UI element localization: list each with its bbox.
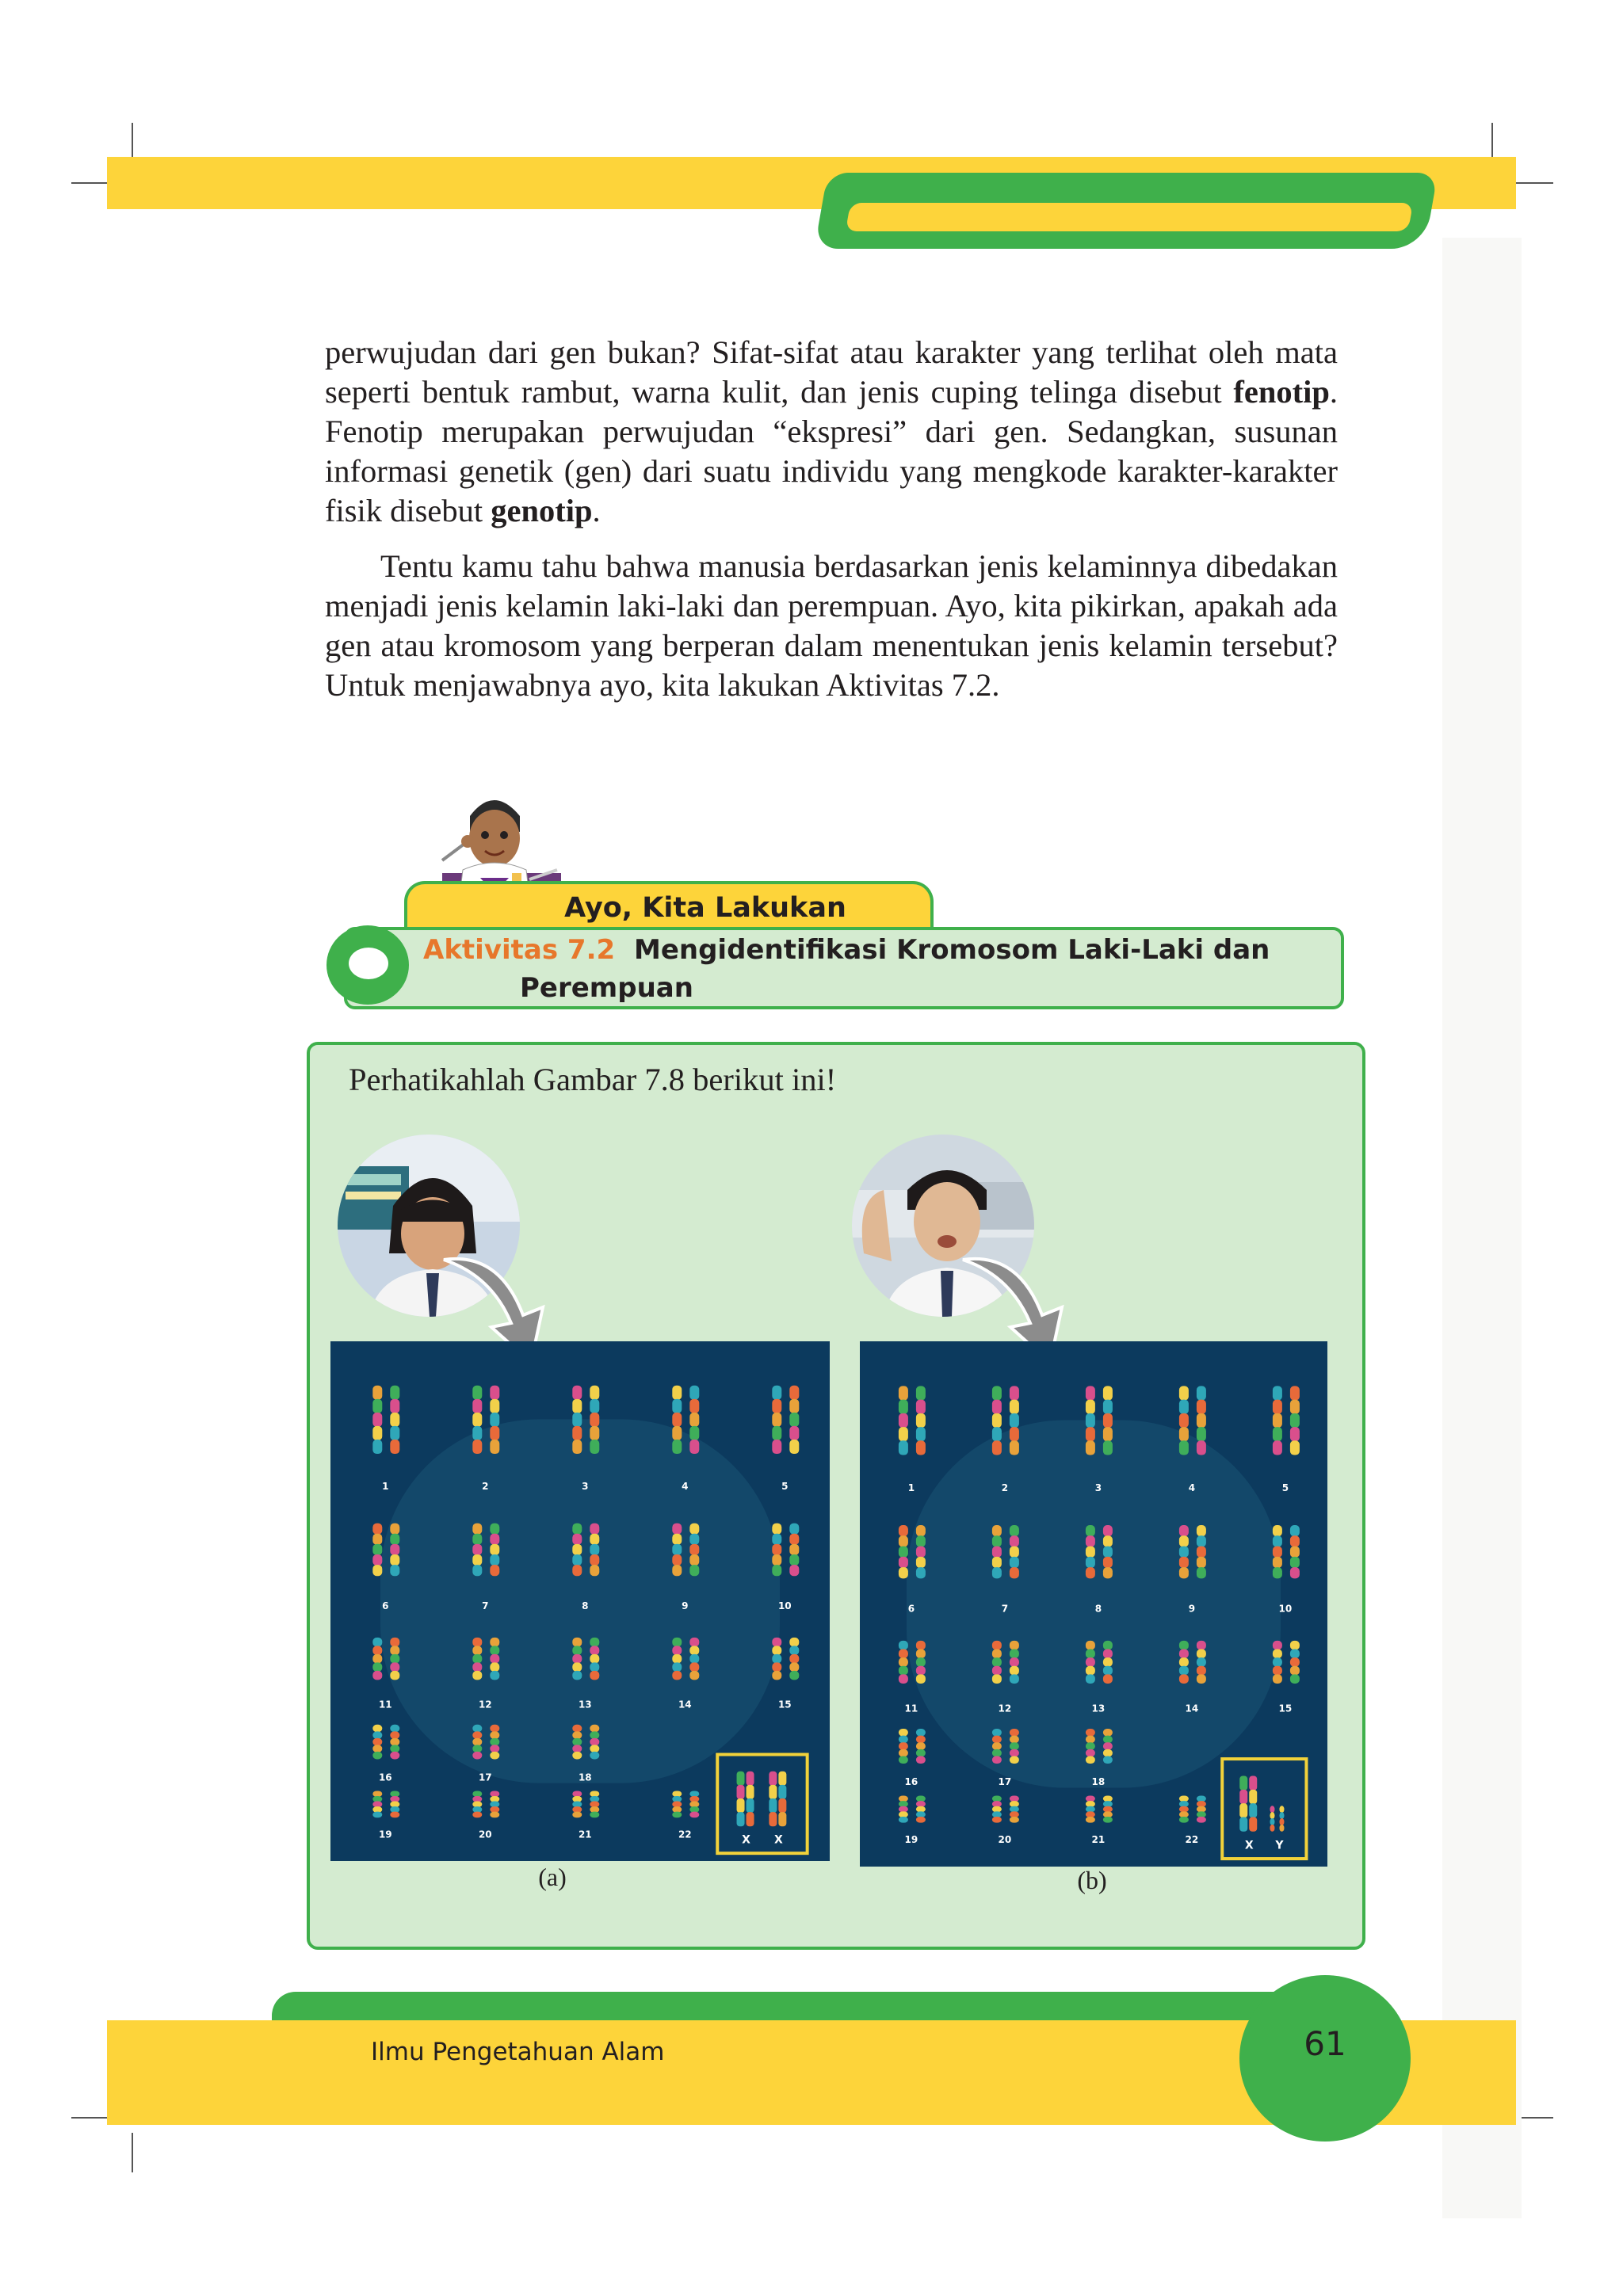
chromosome-2 xyxy=(490,1386,499,1454)
karyotype-male xyxy=(860,1341,1327,1867)
chromosome-22 xyxy=(689,1791,699,1817)
chromosome-14 xyxy=(1179,1641,1189,1684)
chromosome-number: 3 xyxy=(582,1480,589,1492)
chromosome-number: 15 xyxy=(1278,1703,1293,1714)
chromosome-8 xyxy=(572,1524,582,1577)
chromosome-19 xyxy=(390,1791,399,1817)
chromosome-number: 13 xyxy=(1091,1703,1106,1714)
chromosome-14 xyxy=(672,1638,682,1680)
chromosome-17 xyxy=(472,1725,482,1760)
chromosome-19 xyxy=(916,1795,926,1822)
chromosome-11 xyxy=(916,1641,926,1684)
karyotype-chart xyxy=(330,1341,830,1861)
chromosome-14 xyxy=(1197,1641,1206,1684)
chromosome-9 xyxy=(672,1524,682,1577)
chromosome-number: 6 xyxy=(382,1600,389,1611)
chromosome-number: 15 xyxy=(777,1699,792,1711)
chromosome-18 xyxy=(1086,1729,1095,1764)
chromosome-10 xyxy=(789,1524,799,1577)
chromosome-15 xyxy=(789,1638,799,1680)
chromosome-20 xyxy=(490,1791,499,1817)
chromosome-3 xyxy=(572,1386,582,1454)
chromosome-7 xyxy=(1010,1525,1019,1578)
chromosome-number: 5 xyxy=(1281,1482,1289,1493)
chromosome-number: 4 xyxy=(1188,1482,1196,1493)
chromosome-17 xyxy=(992,1729,1002,1764)
chromosome-15 xyxy=(1290,1641,1300,1684)
paragraph-2: Tentu kamu tahu bahwa manusia berdasarkan jenis kelaminnya dibedakan menjadi jenis kelamin laki-laki dan perempuan. Ayo, kita pikirkan, apakah ada gen atau kromosom yang berperan dalam menentukan jenis kelamin tersebut? Untuk menjawabnya ayo, kita lakukan Aktivitas 7.2. xyxy=(325,548,1338,703)
chromosome-number: 14 xyxy=(1185,1703,1199,1714)
chromosome-number: 20 xyxy=(998,1834,1012,1846)
chromosome-16 xyxy=(899,1729,908,1764)
chromosome-number: 2 xyxy=(1001,1482,1009,1493)
chromosome-2 xyxy=(472,1386,482,1454)
header-tab-inner xyxy=(846,203,1413,231)
chromosome-10 xyxy=(772,1524,781,1577)
chromosome-number: 18 xyxy=(578,1772,592,1783)
chromosome-number: 8 xyxy=(582,1600,589,1611)
chromosome-20 xyxy=(992,1795,1002,1822)
page-edge-shade xyxy=(1442,238,1522,2218)
chromosome-21 xyxy=(590,1791,599,1817)
chromosome-15 xyxy=(772,1638,781,1680)
chromosome-12 xyxy=(472,1638,482,1680)
chromosome-number: 4 xyxy=(682,1480,689,1492)
footer-book-title: Ilmu Pengetahuan Alam xyxy=(371,2038,665,2066)
chromosome-20 xyxy=(472,1791,482,1817)
chromosome-5 xyxy=(1273,1386,1282,1455)
chromosome-16 xyxy=(390,1725,399,1760)
chromosome-1 xyxy=(372,1386,382,1454)
chromosome-11 xyxy=(899,1641,908,1684)
paragraph-1-text: . xyxy=(592,493,601,528)
chromosome-number: 21 xyxy=(578,1829,592,1840)
sex-chromosome-label: Y xyxy=(1275,1839,1284,1852)
chromosome-17 xyxy=(1010,1729,1019,1764)
crop-mark xyxy=(132,2133,133,2172)
chromosome-11 xyxy=(390,1638,399,1680)
chromosome-number: 21 xyxy=(1091,1834,1106,1846)
chromosome-number: 16 xyxy=(904,1776,918,1788)
chromosome-1 xyxy=(390,1386,399,1454)
chromosome-number: 6 xyxy=(907,1603,915,1615)
chromosome-9 xyxy=(689,1524,699,1577)
chromosome-number: 10 xyxy=(777,1600,792,1611)
chromosome-number: 5 xyxy=(781,1480,789,1492)
sex-chromosome-label: X xyxy=(742,1833,750,1847)
chromosome-number: 3 xyxy=(1094,1482,1102,1493)
chromosome-4 xyxy=(1197,1386,1206,1455)
chromosome-8 xyxy=(590,1524,599,1577)
chromosome-4 xyxy=(1179,1386,1189,1455)
sex-chromosome-label: X xyxy=(1244,1839,1254,1852)
chromosome-8 xyxy=(1086,1525,1095,1578)
chromosome-6 xyxy=(372,1524,382,1577)
chromosome-number: 8 xyxy=(1094,1603,1102,1615)
chromosome-13 xyxy=(1103,1641,1113,1684)
chromosome-1 xyxy=(899,1386,908,1455)
chromosome-6 xyxy=(916,1525,926,1578)
chromosome-19 xyxy=(372,1791,382,1817)
chromosome-number: 13 xyxy=(578,1699,592,1711)
chromosome-12 xyxy=(1010,1641,1019,1684)
chromosome-13 xyxy=(572,1638,582,1680)
chromosome-22 xyxy=(1197,1795,1206,1822)
chromosome-16 xyxy=(372,1725,382,1760)
chromosome-20 xyxy=(1010,1795,1019,1822)
chromosome-12 xyxy=(490,1638,499,1680)
chromosome-17 xyxy=(490,1725,499,1760)
chromosome-7 xyxy=(472,1524,482,1577)
sex-chromosome-label: X xyxy=(773,1833,783,1847)
page-number: 61 xyxy=(1304,2024,1346,2063)
chromosome-number: 22 xyxy=(1185,1834,1199,1846)
chromosome-12 xyxy=(992,1641,1002,1684)
paragraph-1-text: . Fenotip merupakan perwujudan “ekspresi” dari gen. Sedangkan, susunan informasi genetik (gen) dari suatu individu yang mengkode karakter-karakter fisik disebut xyxy=(325,374,1338,528)
chromosome-number: 1 xyxy=(382,1480,389,1492)
chromosome-number: 9 xyxy=(1188,1603,1196,1615)
chromosome-13 xyxy=(590,1638,599,1680)
chromosome-18 xyxy=(590,1725,599,1760)
chromosome-5 xyxy=(789,1386,799,1454)
chromosome-number: 17 xyxy=(478,1772,492,1783)
chromosome-3 xyxy=(590,1386,599,1454)
chromosome-9 xyxy=(1197,1525,1206,1578)
chromosome-11 xyxy=(372,1638,382,1680)
chromosome-number: 12 xyxy=(998,1703,1012,1714)
chromosome-2 xyxy=(1010,1386,1019,1455)
chromosome-number: 14 xyxy=(678,1699,692,1711)
paragraph-1 xyxy=(325,333,1338,531)
karyotype-chart xyxy=(860,1341,1327,1867)
chromosome-18 xyxy=(572,1725,582,1760)
chromosome-number: 7 xyxy=(482,1600,489,1611)
chromosome-number: 7 xyxy=(1001,1603,1009,1615)
chromosome-5 xyxy=(1290,1386,1300,1455)
chromosome-21 xyxy=(1103,1795,1113,1822)
paragraph-1-text: perwujudan dari gen bukan? Sifat-sifat atau karakter yang terlihat oleh mata seperti bentuk rambut, warna kulit, dan jenis cuping telinga disebut xyxy=(325,334,1338,410)
chromosome-21 xyxy=(1086,1795,1095,1822)
chromosome-number: 11 xyxy=(904,1703,918,1714)
chromosome-number: 19 xyxy=(378,1829,392,1840)
chromosome-2 xyxy=(992,1386,1002,1455)
chromosome-number: 18 xyxy=(1091,1776,1106,1788)
chromosome-19 xyxy=(899,1795,908,1822)
chromosome-9 xyxy=(1179,1525,1189,1578)
chromosome-21 xyxy=(572,1791,582,1817)
chromosome-22 xyxy=(672,1791,682,1817)
chromosome-number: 1 xyxy=(907,1482,915,1493)
chromosome-10 xyxy=(1273,1525,1282,1578)
activity-title xyxy=(423,931,1270,969)
chromosome-number: 22 xyxy=(678,1829,692,1840)
chromosome-6 xyxy=(390,1524,399,1577)
chromosome-number: 12 xyxy=(478,1699,492,1711)
chromosome-number: 10 xyxy=(1278,1603,1293,1615)
chromosome-3 xyxy=(1103,1386,1113,1455)
figure-instruction: Perhatikahlah Gambar 7.8 berikut ini! xyxy=(349,1062,837,1097)
activity-banner-label: Ayo, Kita Lakukan xyxy=(564,892,846,924)
caption-a: (a) xyxy=(538,1863,567,1891)
chromosome-number: 11 xyxy=(378,1699,392,1711)
chromosome-1 xyxy=(916,1386,926,1455)
chromosome-3 xyxy=(1086,1386,1095,1455)
chromosome-8 xyxy=(1103,1525,1113,1578)
chromosome-13 xyxy=(1086,1641,1095,1684)
activity-bullet-hole xyxy=(349,948,388,979)
chromosome-number: 2 xyxy=(482,1480,489,1492)
chromosome-number: 16 xyxy=(378,1772,392,1783)
term-genotip: genotip xyxy=(491,493,593,528)
chromosome-14 xyxy=(689,1638,699,1680)
activity-number: Aktivitas 7.2 xyxy=(423,934,616,966)
chromosome-15 xyxy=(1273,1641,1282,1684)
activity-title-line2: Perempuan xyxy=(520,972,693,1004)
chromosome-5 xyxy=(772,1386,781,1454)
chromosome-number: 17 xyxy=(998,1776,1012,1788)
chromosome-6 xyxy=(899,1525,908,1578)
chromosome-number: 20 xyxy=(478,1829,492,1840)
chromosome-18 xyxy=(1103,1729,1113,1764)
chromosome-7 xyxy=(992,1525,1002,1578)
chromosome-22 xyxy=(1179,1795,1189,1822)
chromosome-4 xyxy=(672,1386,682,1454)
karyotype-female xyxy=(330,1341,830,1861)
chromosome-7 xyxy=(490,1524,499,1577)
caption-b: (b) xyxy=(1077,1866,1107,1894)
term-fenotip: fenotip xyxy=(1233,374,1330,410)
chromosome-10 xyxy=(1290,1525,1300,1578)
chromosome-4 xyxy=(689,1386,699,1454)
activity-title-line1: Mengidentifikasi Kromosom Laki-Laki dan xyxy=(634,934,1270,966)
body-text xyxy=(325,333,1338,705)
chromosome-number: 19 xyxy=(904,1834,918,1846)
chromosome-number: 9 xyxy=(682,1600,689,1611)
chromosome-16 xyxy=(916,1729,926,1764)
